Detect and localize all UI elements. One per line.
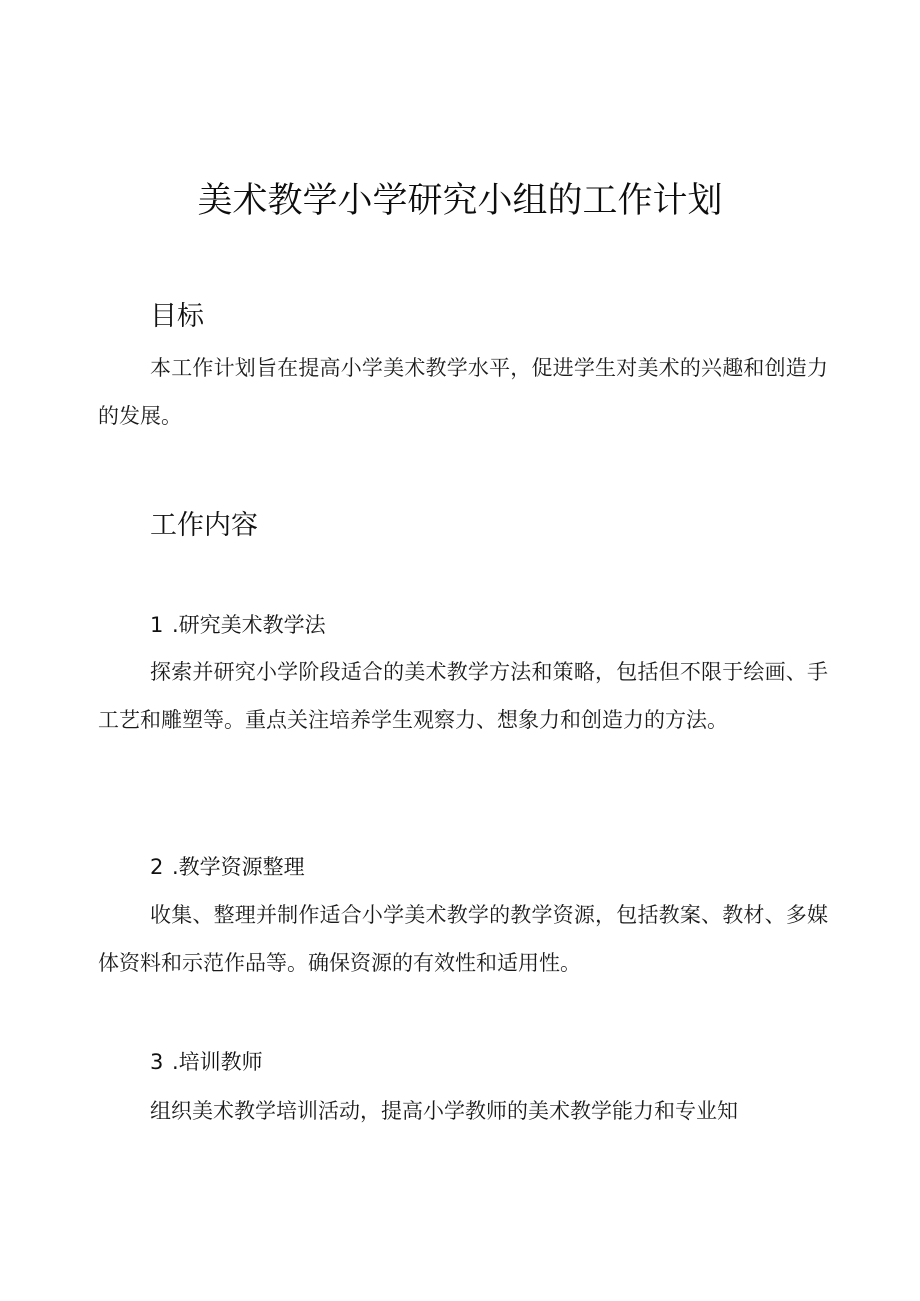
item-title-1: .研究美术教学法 (172, 613, 326, 637)
item-heading-1 (150, 609, 326, 641)
item-title-2: .教学资源整理 (172, 855, 305, 879)
item-heading-3 (150, 1046, 263, 1078)
item-paragraph-1: 探索并研究小学阶段适合的美术教学方法和策略，包括但不限于绘画、手工艺和雕塑等。重点关注培养学生观察力、想象力和创造力的方法。 (98, 660, 828, 732)
item-title-3: .培训教师 (172, 1050, 263, 1074)
item-heading-2 (150, 851, 305, 883)
item-number-2: 2 (150, 855, 164, 879)
item-number-1: 1 (150, 613, 164, 637)
document-title: 美术教学小学研究小组的工作计划 (197, 181, 723, 221)
item-paragraph-3: 组织美术教学培训活动，提高小学教师的美术教学能力和专业知 (150, 1099, 738, 1123)
goal-paragraph: 本工作计划旨在提高小学美术教学水平，促进学生对美术的兴趣和创造力的发展。 (98, 356, 828, 428)
section-heading-goal: 目标 (150, 301, 204, 332)
item-paragraph-2: 收集、整理并制作适合小学美术教学的教学资源，包括教案、教材、多媒体资料和示范作品等。确保资源的有效性和适用性。 (98, 903, 828, 975)
section-heading-work-content: 工作内容 (150, 510, 258, 541)
item-number-3: 3 (150, 1050, 164, 1074)
